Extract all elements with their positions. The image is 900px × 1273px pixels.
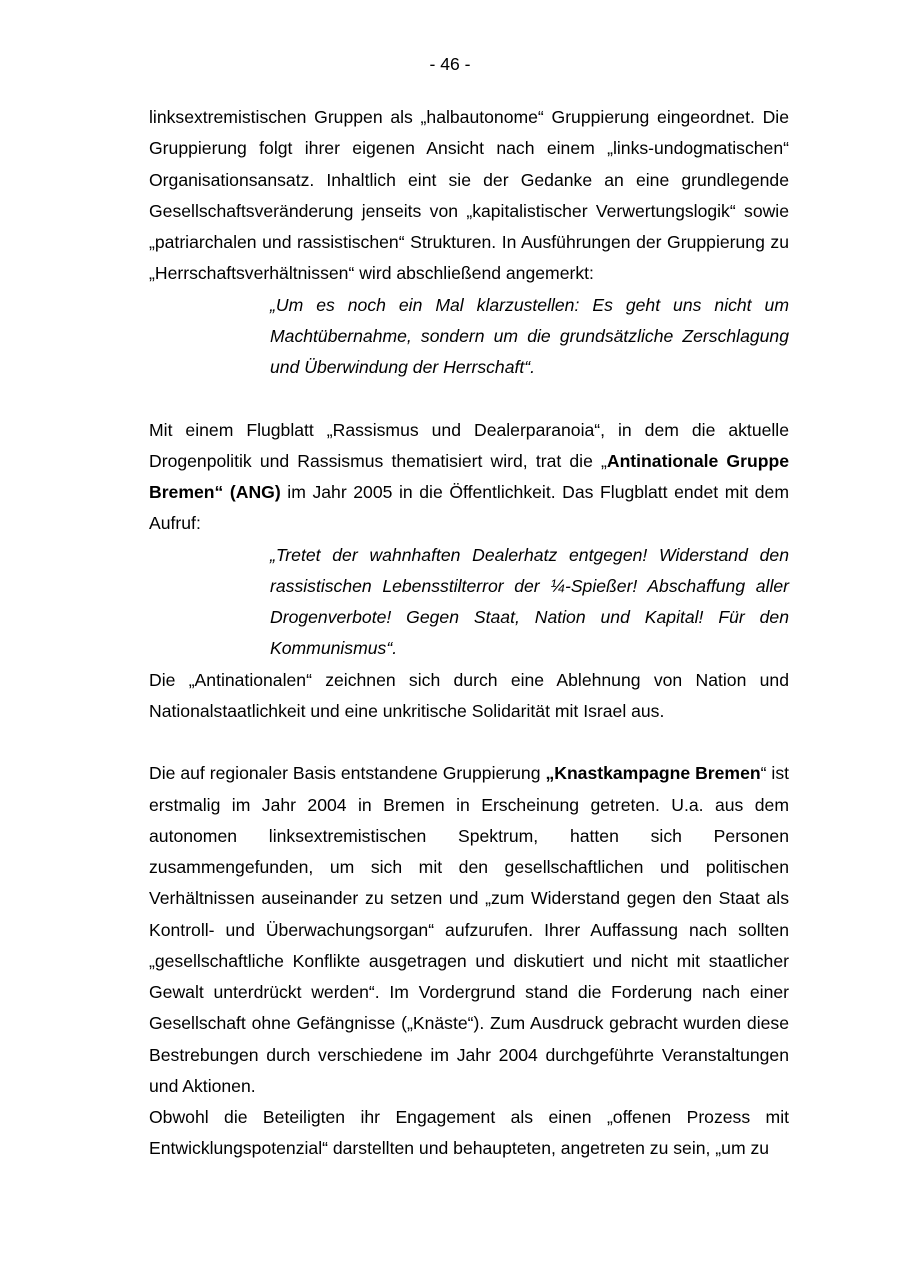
paragraph-ang [149,415,789,540]
paragraph-spacer [149,383,789,414]
paragraph-spacer [149,727,789,758]
paragraph-knastkampagne-text-before: Die auf regionaler Basis entstandene Gruppierung [149,763,546,784]
paragraph-knastkampagne [149,758,789,1102]
group-name-knastkampagne: „Knastkampagne Bremen [545,763,761,784]
group-name-ang: Antinationale Gruppe Bremen“ (ANG) [149,450,789,502]
document-body [149,102,789,1165]
paragraph-ang-text-after: im Jahr 2005 in die Öffentlichkeit. Das Flugblatt endet mit dem Aufruf: [149,482,789,534]
paragraph-antinationale: Die „Antinationalen“ zeichnen sich durch eine Ablehnung von Nation und Nationalstaatlichkeit und eine unkritische Solidarität mit Israel aus. [149,669,789,721]
paragraph-ang-text-before: Mit einem Flugblatt „Rassismus und Dealerparanoia“, in dem die aktuelle Drogenpolitik und Rassismus thematisiert wird, trat die „ [149,419,789,471]
quote-herrschaft: „Um es noch ein Mal klarzustellen: Es geht uns nicht um Machtübernahme, sondern um die grundsätzliche Zerschlagung und Überwindung der Herrschaft“. [270,294,789,377]
page-number: - 46 - [429,54,471,74]
paragraph-knastkampagne-text-after: “ ist erstmalig im Jahr 2004 in Bremen in Erscheinung getreten. U.a. aus dem autonomen linksextremistischen Spektrum, hatten sich Personen zusammengefunden, um sich mit den gesellschaftlichen und politischen Verhältnissen auseinander zu setzen und „zum Widerstand gegen den Staat als Kontroll- und Überwachungsorgan“ aufzurufen. Ihrer Auffassung nach sollten „gesellschaftliche Konflikte ausgetragen und diskutiert und nicht mit staatlicher Gewalt unterdrückt werden“. Im Vordergrund stand die Forderung nach einer Gesellschaft ohne Gefängnisse („Knäste“). Zum Ausdruck gebracht wurden diese Bestrebungen durch verschiedene im Jahr 2004 durchgeführte Veranstaltungen und Aktionen. [149,763,790,1096]
paragraph-halbautonome: linksextremistischen Gruppen als „halbautonome“ Gruppierung eingeordnet. Die Gruppierung folgt ihrer eigenen Ansicht nach einem „links-undogmatischen“ Organisationsansatz. Inhaltlich eint sie der Gedanke an eine grundlegende Gesellschaftsveränderung jenseits von „kapitalistischer Verwertungslogik“ sowie „patriarchalen und rassistischen“ Strukturen. In Ausführungen der Gruppierung zu „Herrschaftsverhältnissen“ wird abschließend angemerkt: [149,107,789,284]
paragraph-engagement: Obwohl die Beteiligten ihr Engagement als einen „offenen Prozess mit Entwicklungspotenzial“ darstellten und behaupteten, angetreten zu sein, „um zu [149,1107,789,1159]
quote-aufruf: „Tretet der wahnhaften Dealerhatz entgegen! Widerstand den rassistischen Lebensstilterror der ¼-Spießer! Abschaffung aller Drogenverbote! Gegen Staat, Nation und Kapital! Für den Kommunismus“. [270,544,789,659]
